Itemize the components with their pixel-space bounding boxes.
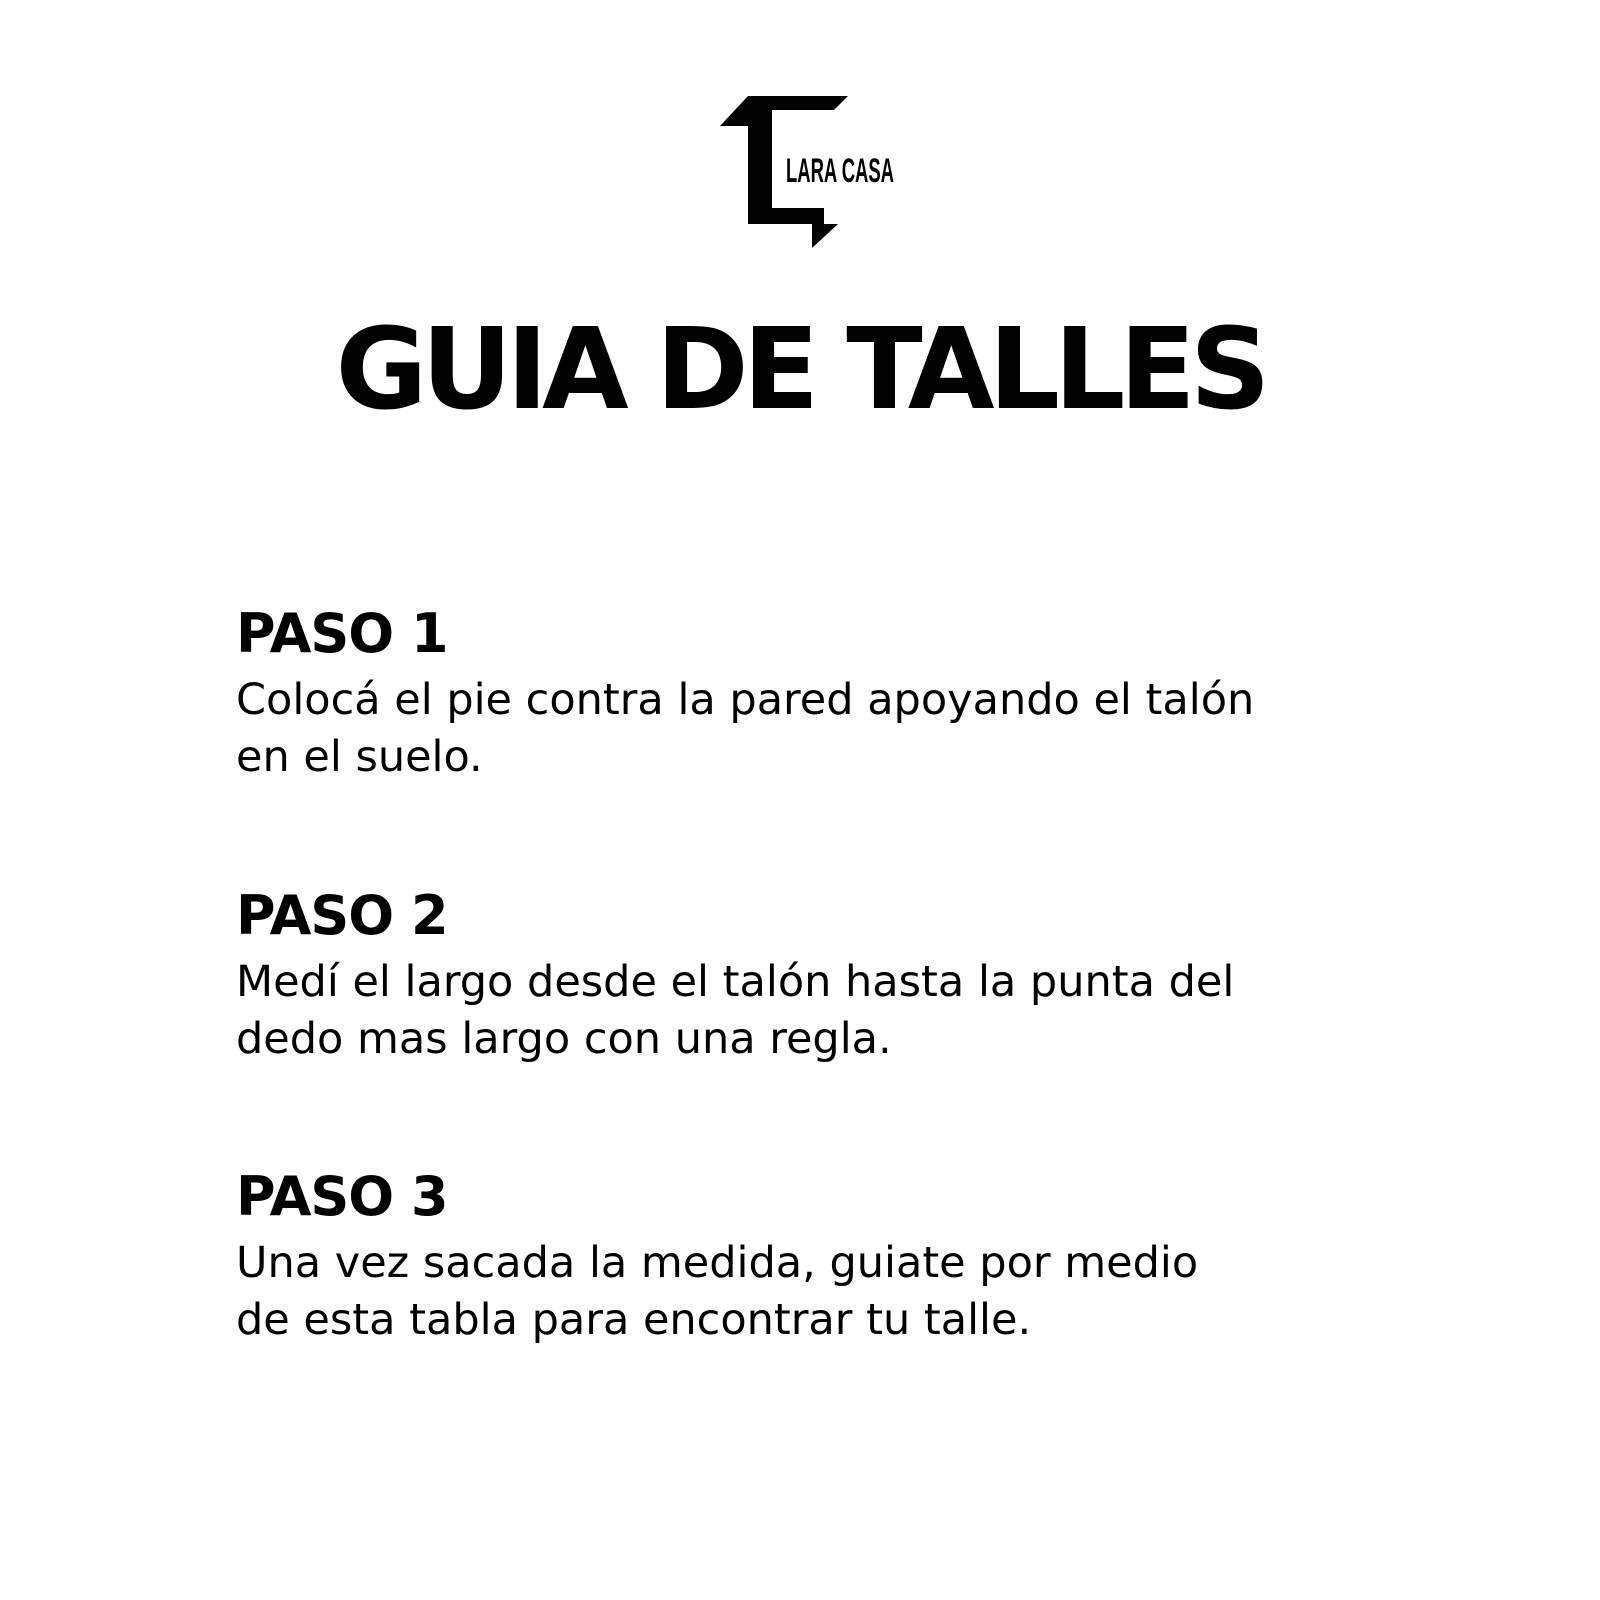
step-3: [236, 1159, 1416, 1349]
step-1-line-2: en el suelo.: [236, 732, 483, 782]
step-3-line-2: de esta tabla para encontrar tu talle.: [236, 1295, 1032, 1345]
step-1-line-1: Colocá el pie contra la pared apoyando el talón: [236, 675, 1255, 725]
step-2-line-1: Medí el largo desde el talón hasta la punta del: [236, 957, 1235, 1007]
brand-logo-text: LARA CASA: [786, 152, 894, 190]
step-2-description: [236, 954, 1416, 1068]
step-2-line-2: dedo mas largo con una regla.: [236, 1014, 892, 1064]
step-3-description: [236, 1235, 1416, 1349]
step-3-title: PASO 3: [236, 1165, 448, 1228]
page-title: GUIA DE TALLES: [335, 305, 1265, 435]
brand-logo: [720, 96, 900, 252]
step-1-title: PASO 1: [236, 602, 448, 665]
step-2: [236, 878, 1416, 1068]
step-1: [236, 596, 1416, 786]
step-1-description: [236, 672, 1416, 786]
step-3-line-1: Una vez sacada la medida, guiate por medio: [236, 1238, 1199, 1288]
brand-logo-mark: [720, 96, 900, 252]
step-2-title: PASO 2: [236, 884, 448, 947]
